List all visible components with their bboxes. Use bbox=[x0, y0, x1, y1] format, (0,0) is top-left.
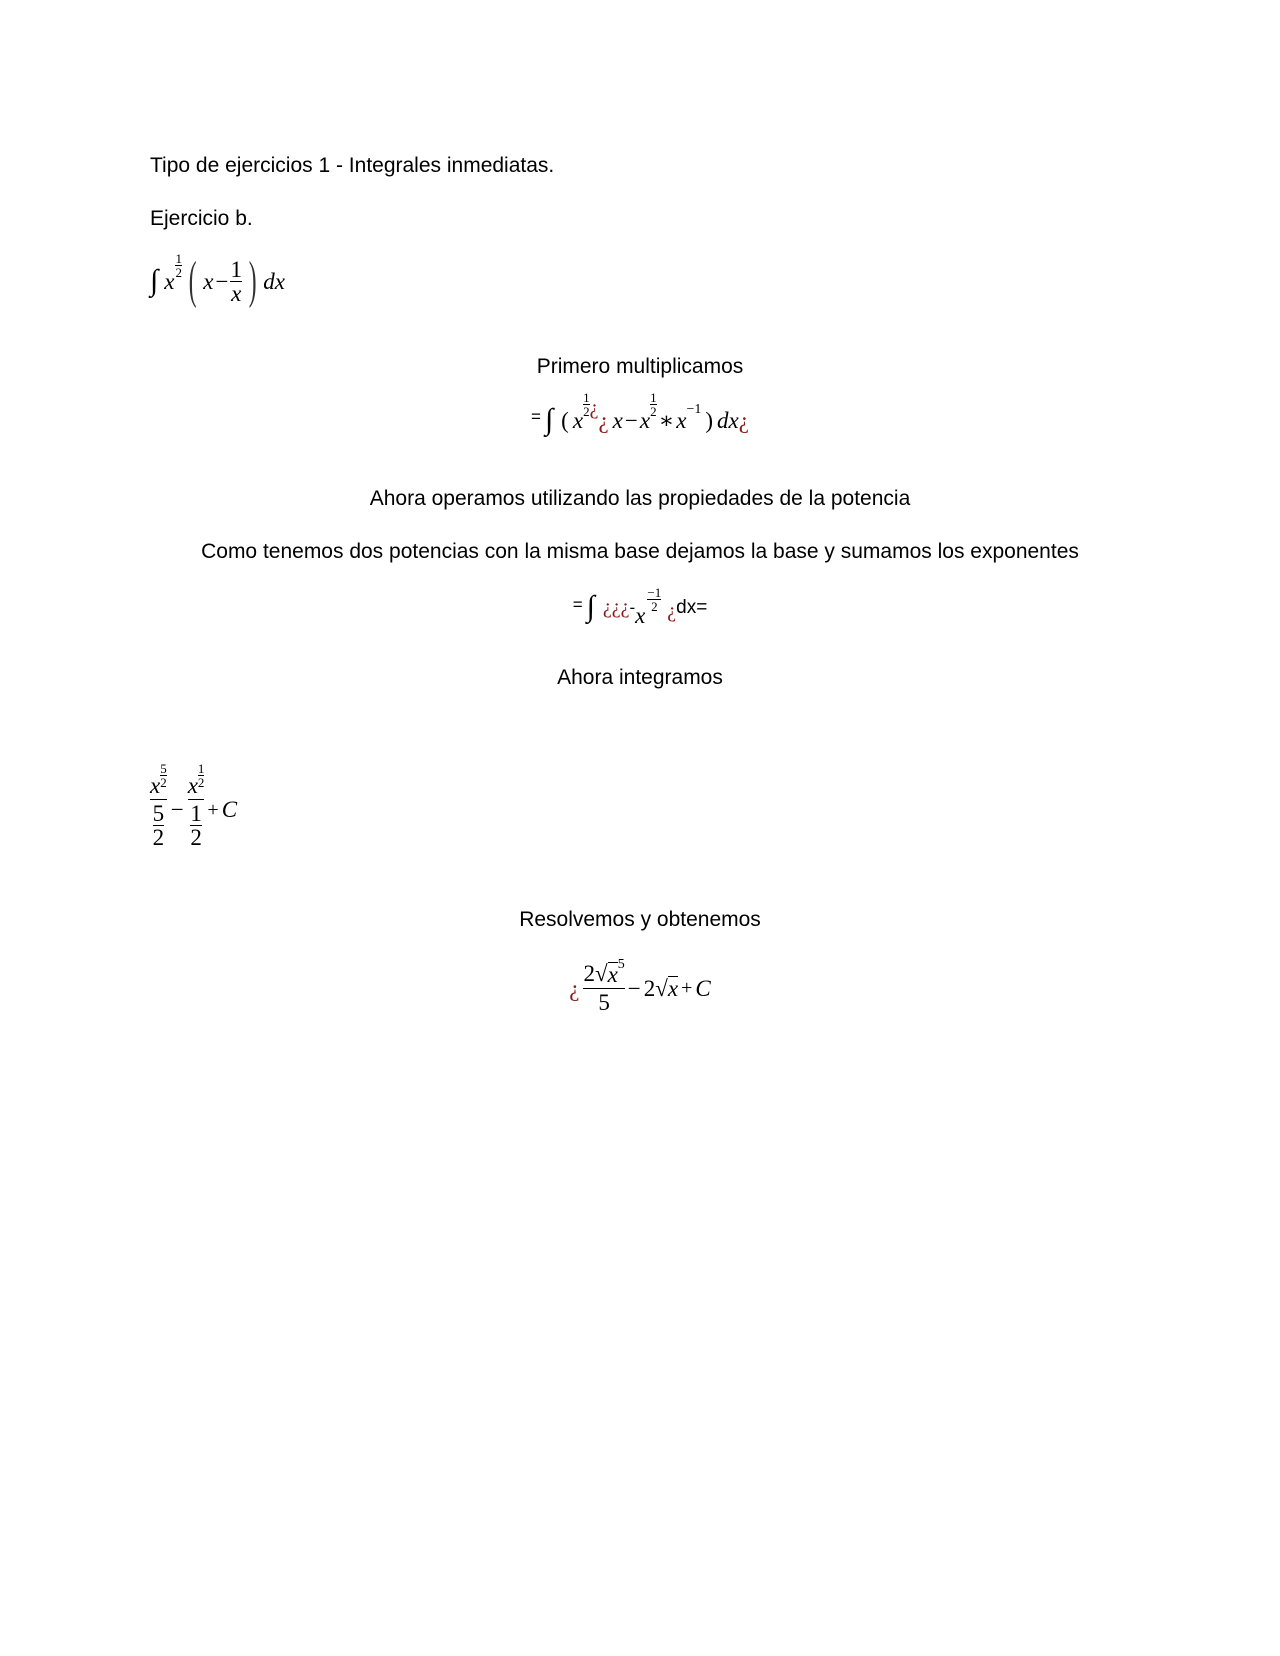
term-x-one-half: x 1 2 $\frac{1}{2}$ bbox=[187, 761, 205, 850]
step-same-base: Como tenemos dos potencias con la misma base dejamos la base y sumamos los exponentes bbox=[201, 540, 1079, 563]
integral-sign: ∫ bbox=[150, 264, 159, 297]
exponent-one-half: 1 2 bbox=[175, 250, 182, 280]
fraction-two-root-x5-over-5: 2 √ x 5 5 bbox=[583, 957, 625, 1015]
left-bracket: ( bbox=[188, 252, 197, 309]
final-result: ¿ 2 √ x 5 5 − 2 √ x + C bbox=[569, 957, 711, 1015]
step-integrate: Ahora integramos bbox=[557, 666, 723, 689]
term-x-five-halves: x 5 2 $\frac{5}{2}$ bbox=[150, 761, 167, 850]
step-solve: Resolvemos y obtenemos bbox=[519, 908, 761, 931]
step-operate: Ahora operamos utilizando las propiedades de la potencia bbox=[369, 487, 911, 510]
fraction-one-over-x: $\frac{1}{x}$ bbox=[230, 256, 242, 306]
exponent-one-half: 1 2 bbox=[583, 389, 590, 419]
integrated-expression: x 5 2 $\frac{5}{2}$ − x 1 2 $\frac{1}{2}$ + C bbox=[150, 761, 238, 850]
right-bracket: ) bbox=[248, 252, 257, 309]
original-integral: ∫ x 1 2 ( x − $\frac{1}{x}$ ) dx bbox=[150, 250, 286, 309]
exponent-negative-one-half: −1 2 bbox=[647, 584, 662, 614]
base-x: x bbox=[164, 268, 175, 294]
step-multiply: Primero multiplicamos bbox=[536, 355, 744, 378]
combined-exponents-expression: = ∫ ¿¿¿ - x −1 2 ¿ dx= bbox=[572, 584, 708, 628]
exponent-one-half: 1 2 bbox=[650, 389, 657, 419]
document-heading: Tipo de ejercicios 1 - Integrales inmediatas. bbox=[150, 154, 555, 177]
exercise-label: Ejercicio b. bbox=[150, 207, 253, 230]
multiplied-expression: = ∫ ( x 1 2 ¿ ¿ x − x 1 2 ∗ x −1 ) dx ¿ bbox=[531, 389, 749, 436]
